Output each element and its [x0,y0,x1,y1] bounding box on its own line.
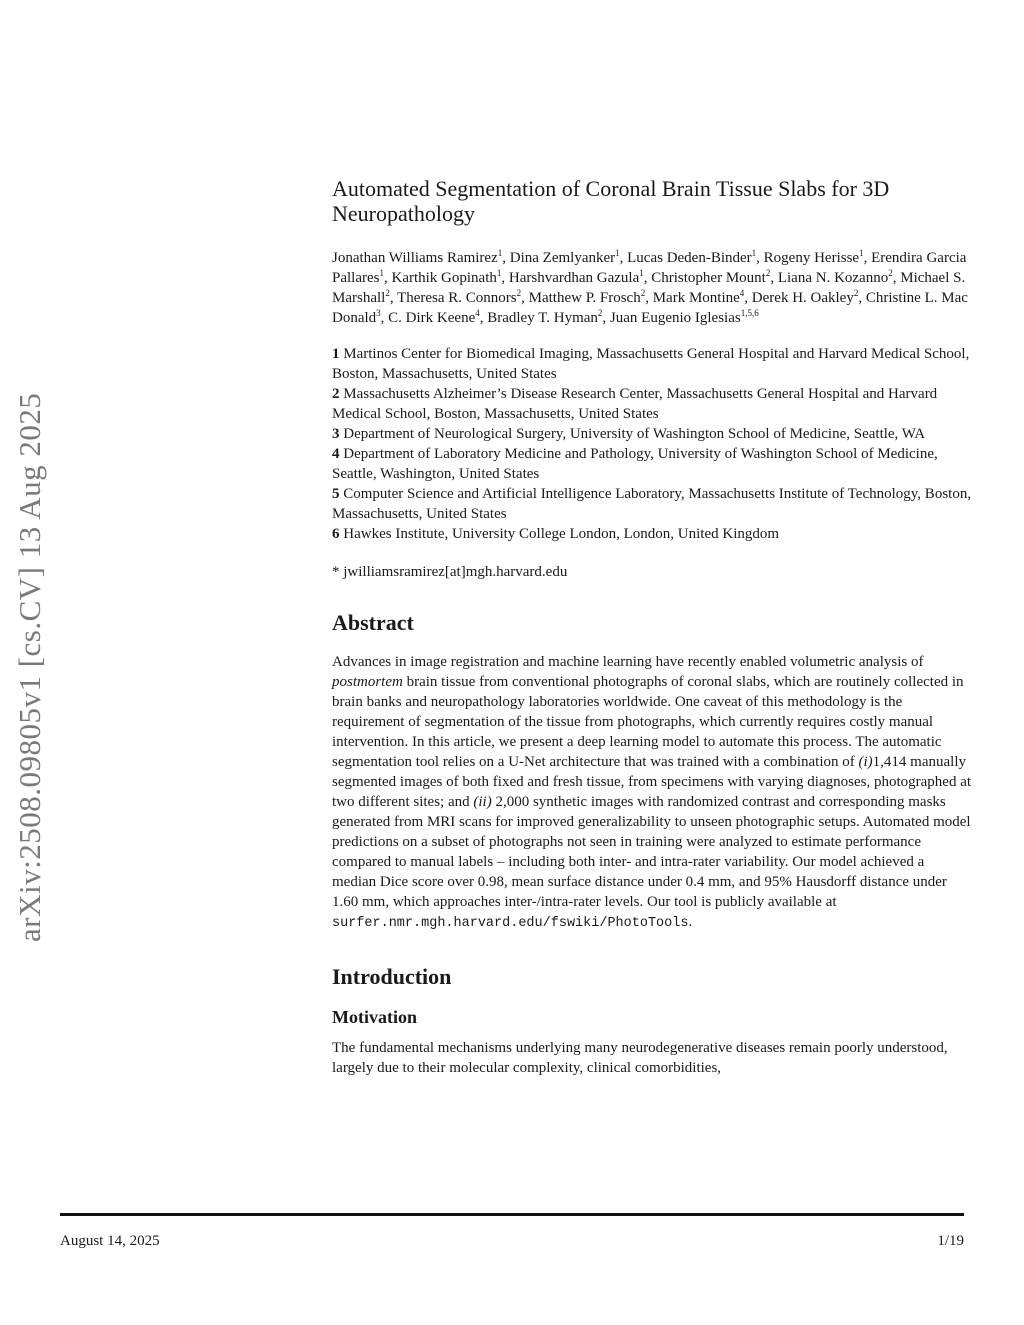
author-affiliation-mark: 2 [385,288,390,298]
author-affiliation-mark: 4 [475,308,480,318]
author-name: Theresa R. Connors [397,290,517,306]
affiliation-number: 6 [332,526,340,542]
abstract-heading: Abstract [332,610,414,635]
author-affiliation-mark: 1 [639,268,644,278]
author-affiliation-mark: 1 [751,248,757,258]
affiliation-text: Martinos Center for Biomedical Imaging, Massachusetts General Hospital and Harvard Medical School, Boston, Massachusetts, United States [332,346,970,382]
affiliation-number: 1 [332,346,340,362]
author-name: Derek H. Oakley [751,290,854,306]
introduction-text: The fundamental mechanisms underlying many neurodegenerative diseases remain poorly understood, largely due to their molecular complexity, clinical comorbidities, [332,1040,948,1076]
affiliation-text: Department of Laboratory Medicine and Pathology, University of Washington School of Medicine, Seattle, Washington, United States [332,446,938,482]
author-affiliation-mark: 3 [376,308,381,318]
affiliation-item [332,484,972,524]
corresponding-email: * jwilliamsramirez[at]mgh.harvard.edu [332,564,568,580]
author-list: Jonathan Williams Ramirez$^1$, Dina Zemlyanker$^1$, Lucas Deden-Binder$^1$, Rogeny Herisse$^1$, Erendira Garcia Pallares$^1$, Karthik Gopinath$^1$, Harshvardhan Gazula$^1$, Christopher Mount$^2$, Liana N. Kozanno$^2$, Michael S. Marshall$^2$, Theresa R. Connors$^2$, Matthew P. Frosch$^2$, Mark Montine$^4$, Derek H. Oakley$^2$, Christine L. Mac Donald$^3$, C. Dirk Keene$^4$, Bradley T. Hyman$^2$, Juan Eugenio Iglesias$^{1,5,6}$ [332,248,968,326]
arxiv-identifier: arXiv:2508.09805v1 [cs.CV] 13 Aug 2025 [12,392,47,942]
author-name: Karthik Gopinath [391,270,497,286]
motivation-subheading: Motivation [332,1007,417,1027]
author-affiliation-mark: 1 [859,248,864,258]
affiliation-list [332,344,972,544]
author-name: Jonathan Williams Ramirez [332,250,498,266]
footer-divider [60,1213,964,1216]
author-name: Juan Eugenio Iglesias [609,310,741,326]
author-name: Bradley T. Hyman [487,310,598,326]
paper-title: Automated Segmentation of Coronal Brain Tissue Slabs for 3D Neuropathology [332,176,890,226]
affiliation-number: 4 [332,446,340,462]
affiliation-text: Department of Neurological Surgery, University of Washington School of Medicine, Seattle, WA [343,426,926,442]
affiliation-item [332,524,972,544]
author-affiliation-mark: 2 [597,308,603,318]
author-affiliation-mark: 1 [496,268,502,278]
affiliation-item [332,424,972,444]
abstract-emphasis: postmortem [332,674,403,690]
affiliation-number: 5 [332,486,340,502]
affiliation-item [332,384,972,424]
author-affiliation-mark: 1 [497,248,503,258]
author-affiliation-mark: 1 [379,268,384,278]
affiliation-text: Massachusetts Alzheimer’s Disease Research Center, Massachusetts General Hospital and Harvard Medical School, Boston, Massachusetts, United States [332,386,938,422]
author-name: Rogeny Herisse [763,250,860,266]
author-name: Christine L. Mac Donald [332,290,968,326]
abstract-emphasis: (i) [858,754,873,770]
author-name: Lucas Deden-Binder [627,250,752,266]
author-affiliation-mark: 2 [516,288,522,298]
affiliation-item [332,444,972,484]
affiliation-text: Hawkes Institute, University College London, London, United Kingdom [343,526,780,542]
author-name: Michael S. Marshall [332,270,966,306]
author-name: Christopher Mount [651,270,766,286]
abstract-text: Advances in image registration and machine learning have recently enabled volumetric analysis of postmortem brain tissue from conventional photographs of coronal slabs, which are routinely collected in brain banks and neuropathology laboratories worldwide. One caveat of this methodology is the requirement of segmentation of the tissue from photographs, which currently requires costly manual intervention. In this article, we present a deep learning model to automate this process. The automatic segmentation tool relies on a U-Net architecture that was trained with a combination of (i)1,414 manually segmented images of both fixed and fresh tissue, from specimens with varying diagnoses, photographed at two different sites; and (ii) 2,000 synthetic images with randomized contrast and corresponding masks generated from MRI scans for improved generalizability to unseen photographic setups. Automated model predictions on a subset of photographs not seen in training were analyzed to estimate performance compared to manual labels – including both inter- and intra-rater variability. Our model achieved a median Dice score over 0.98, mean surface distance under 0.4 mm, and 95% Hausdorff distance under 1.60 mm, which approaches inter-/intra-rater levels. Our tool is publicly available at surfer.nmr.mgh.harvard.edu/fswiki/PhotoTools. [332,654,972,931]
introduction-heading: Introduction [332,964,452,989]
author-affiliation-mark: 2 [640,288,646,298]
author-name: Liana N. Kozanno [777,270,889,286]
author-name: Harshvardhan Gazula [508,270,640,286]
author-name: C. Dirk Keene [388,310,476,326]
page-number: 1/19 [937,1233,964,1249]
affiliation-number: 2 [332,386,340,402]
author-affiliation-mark: 2 [765,268,771,278]
page-content [332,176,972,1078]
affiliation-item [332,344,972,384]
author-name: Matthew P. Frosch [528,290,641,306]
abstract-emphasis: (ii) [473,794,492,810]
author-name: Dina Zemlyanker [509,250,616,266]
affiliation-text: Computer Science and Artificial Intelligence Laboratory, Massachusetts Institute of Technology, Boston, Massachusetts, United States [332,486,972,522]
author-affiliation-mark: 1,5,6 [740,308,759,318]
footer-date: August 14, 2025 [60,1233,160,1249]
author-name: Erendira Garcia Pallares [332,250,967,286]
author-affiliation-mark: 2 [888,268,893,278]
tool-url-link[interactable]: surfer.nmr.mgh.harvard.edu/fswiki/PhotoTools [332,916,689,931]
author-affiliation-mark: 4 [739,288,745,298]
author-name: Mark Montine [652,290,740,306]
author-affiliation-mark: 1 [615,248,620,258]
affiliation-number: 3 [332,426,340,442]
author-affiliation-mark: 2 [853,288,859,298]
